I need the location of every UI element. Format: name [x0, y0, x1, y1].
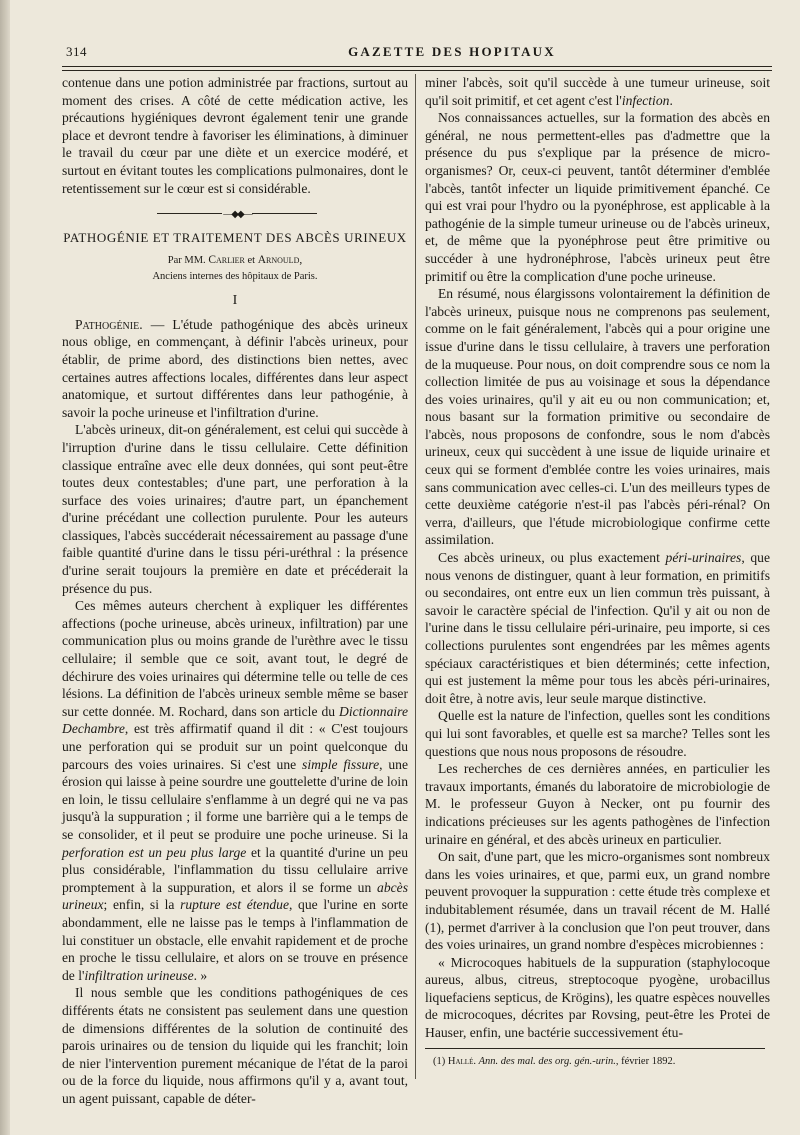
paragraph: « Microcoques habituels de la suppuration (staphylocoque aureus, albus, citreus, streptocoque pyogène, urobacillus liquefaciens septicus, de Krögins), les quatre espèces nouvelles de microcoques, décrites par Rovsing, peut-être les Protei de Hauser, enfin, une bactérie successivement étu-: [425, 954, 770, 1041]
footnote-author: Hallé.: [447, 1055, 476, 1067]
affiliation: Anciens internes des hôpitaux de Paris.: [152, 271, 318, 283]
paragraph: Quelle est la nature de l'infection, quelles sont les conditions qui lui sont favorables, et quelle est sa marche? Telles sont les questions que nous nous proposons de résoudre.: [425, 708, 770, 759]
left-column: [62, 74, 408, 1107]
page-header: [62, 40, 772, 62]
footnote-journal: Ann. des mal. des org. gén.-urin.: [478, 1055, 616, 1067]
italic-text: abcès urineux: [62, 879, 408, 913]
author-name: Carlier: [208, 254, 245, 267]
section-lead: Pathogénie.: [75, 316, 143, 332]
italic-text: rupture est étendue: [180, 897, 290, 913]
paragraph-text: Ces abcès urineux, ou plus exactement: [438, 550, 666, 566]
article-title: PATHOGÉNIE ET TRAITEMENT DES ABCÈS URINEUX: [63, 230, 407, 246]
italic-text: infiltration urineuse: [84, 967, 194, 983]
paragraph-text: .: [669, 92, 673, 108]
paragraph: contenue dans une potion administrée par fractions, surtout au moment des crises. A côté de cette médication active, les précautions hygiéniques devront également tenir une grande place et devront tendre à favoriser les éliminations, à diminuer le travail du cœur par une diète et un exercice modéré, et surtout en évitant toutes les complications pulmonaires, dont le retentissement sur le cœur est si considérable.: [62, 75, 408, 196]
paragraph: Il nous semble que les conditions pathogéniques de ces différents états ne consistent pas seulement dans une question de dimensions différentes de la solution de continuité des parois urinaires ou de tension du liquide qui les franchit; loin de nier l'intervention purement mécanique de l'état de la paroi ou de la force du liquide, nous affirmons qu'il y a, avant tout, un agent puissant, capable de déter-: [62, 985, 408, 1106]
author-name: Arnould,: [257, 254, 303, 267]
paragraph: Les recherches de ces dernières années, en particulier les travaux importants, émanés du laboratoire de microbiologie de M. le professeur Guyon à Necker, ont pu fournir des indications précieuses sur les agents pathogènes de l'infection urinaire en général, et des abcès urineux en particulier.: [425, 761, 770, 847]
separator-ornament: —◆◆—: [222, 206, 252, 224]
byline-and: et: [247, 255, 256, 267]
paragraph: [62, 316, 408, 422]
page-number: 314: [66, 44, 87, 59]
italic-text: péri-urinaires: [665, 550, 742, 566]
italic-text: simple fissure: [302, 756, 380, 772]
paragraph-text: , une érosion qui laisse à peine sourdre une gouttelette d'urine de loin en loin, le tissu cellulaire s'enflamme à un degré qui ne va pas jusqu'à la suppuration ; il forme une barrière qui a le temps de se consolider, et il peut se produire une poche urineuse. Si la: [62, 756, 408, 842]
footnote-date: , février 1892.: [615, 1055, 676, 1067]
italic-text: perforation est un peu plus large: [62, 844, 247, 860]
paragraph-text: , que l'urine en sorte abondamment, elle ne laisse pas le temps à l'inflammation de lui constituer un obstacle, elle envahit rapidement et de proche en proche le tissu cellulaire, et alors on se trouve en présence de l': [62, 897, 409, 983]
paragraph: [425, 549, 770, 707]
byline: [62, 253, 408, 268]
italic-text: Dictionnaire Dechambre: [62, 703, 408, 737]
paragraph-text: miner l'abcès, soit qu'il succède à une tumeur urineuse, soit qu'il soit primitif, et cet agent c'est l': [425, 75, 770, 108]
paragraph: On sait, d'une part, que les micro-organismes sont nombreux dans les voies urinaires, et que, parmi eux, un grand nombre peuvent provoquer la suppuration : cette étude très complexe et indubitablement résumée, dans un travail récent de M. Hallé (1), permet d'arriver à la conclusion que l'on peut trouver, dans des voies urinaires, un grand nombre d'espèces microbiennes :: [425, 849, 770, 953]
paragraph-text: . »: [193, 967, 208, 983]
paragraph-text: — L'étude pathogénique des abcès urineux nous oblige, en commençant, à définir l'abcès urineux, pour établir, de prime abord, des distinctions bien nettes, avec certaines autres affections locales, différentes dans leur aspect anatomique, et surtout différentes dans leur pathogénie, à savoir la poche urineuse et l'infiltration d'urine.: [62, 316, 408, 420]
byline-prefix: Par MM.: [167, 255, 206, 267]
paragraph-text: , est très affirmatif quand il dit : « C'est toujours une perforation qui se produit sur un point quelconque du parcours des voies urinaires. Si c'est une: [62, 721, 408, 772]
running-title: GAZETTE DES HOPITAUX: [348, 44, 556, 59]
paragraph: L'abcès urineux, dit-on généralement, est celui qui succède à l'irruption d'urine dans le tissu cellulaire. Cette définition classique entraîne avec elle deux données, qui sont peut-être toutes deux contestables; d'une part, une perforation à la surface des voies urinaires; d'autre part, un épanchement d'urine précédant une collection purulente. Pour les auteurs classiques, l'abcès succéderait nécessairement au passage d'une faible quantité d'urine dans le tissu péri-uréthral : la présence d'urine serait toujours la première en date et précéderait la présence du pus.: [62, 422, 408, 596]
paragraph: [62, 597, 408, 984]
header-rule: [62, 66, 772, 71]
right-column: [425, 74, 770, 1069]
section-numeral: I: [232, 293, 238, 309]
column-divider: [415, 74, 416, 1079]
paragraph-text: et la quantité d'urine un peu plus considérable, l'inflammation du tissu cellulaire arrive promptement à la suppuration, et alors il se forme un: [62, 844, 409, 895]
footnote-rule: [425, 1048, 765, 1049]
page-binding-edge: [0, 0, 10, 1135]
paragraph-text: Ces mêmes auteurs cherchent à expliquer les différentes affections (poche urineuse, abcès urineux, infiltration) par une communication plus ou moins grande de l'urèthre avec le tissu cellulaire; il semble que ce soit, avant tout, le degré de déchirure des voies urinaires qui détermine telle ou telle de ces lésions. La définition de l'abcès urineux semble même se baser sur cette donnée. M. Rochard, dans son article du: [62, 598, 408, 719]
paragraph: En résumé, nous élargissons volontairement la définition de l'abcès urineux, puisque nous ne comprenons pas seulement, comme on le fait généralement, l'abcès qui a pour origine une issue d'urine dans le tissu cellulaire, à travers une perforation de la muqueuse. Pour nous, on doit comprendre sous ce nom la collection limitée de pus au voisinage et sous la dépendance des voies urinaires, qu'il y ait eu ou non communication; et, nous basant sur la formation primitive ou secondaire de l'abcès, nous proposons de confondre, sous le nom d'abcès urineux, ceux qui succèdent à une issue de liquide urinaire et ceux qui se forment d'emblée contre les voies urinaires, mais sans communication avec celles-ci. L'un des meilleurs types de cette deuxième catégorie n'est-il pas l'abcès péri-rénal? On verra, d'ailleurs, que l'étude microbiologique confirme cette assimilation.: [425, 286, 770, 548]
footnote: [425, 1055, 770, 1069]
paragraph-text: , que nous venons de distinguer, quant à leur formation, en primitifs ou secondaires, ont entre eux un lien commun très puissant, à savoir le caractère spécial de l'infection. Qu'il y ait ou non de l'urine dans le tissu cellulaire péri-urinaire, peu importe, si ces collections purulentes sont engendrées par les mêmes agents spéciaux caractéristiques et bien déterminés; cette infection, qui est justement la même pour tous les abcès péri-urinaires, doit être, à notre avis, leur seule marque distinctive.: [425, 550, 770, 706]
paragraph: [425, 74, 770, 109]
footnote-number: (1): [433, 1055, 446, 1067]
paragraph-text: ; enfin, si la: [103, 897, 181, 913]
article-separator: [62, 203, 408, 225]
paragraph: Nos connaissances actuelles, sur la formation des abcès en général, ne nous permettent-elles pas d'admettre que la présence du pus s'explique par la présence de micro-organismes? Or, ceux-ci peuvent, tantôt déterminer d'emblée l'abcès, tantôt infecter un liquide primitivement épanché. Ce qui est vrai pour l'hydro ou la pyonéphrose, est applicable à la pathogénie de la simple tumeur urineuse ou de l'abcès urineux, et, de même que la pyonéphrose peut être primitive ou succéder à une hydronéphrose, l'abcès urineux peut être primitif ou être la complication d'une poche urineuse.: [425, 110, 770, 284]
italic-text: infection: [621, 92, 670, 108]
